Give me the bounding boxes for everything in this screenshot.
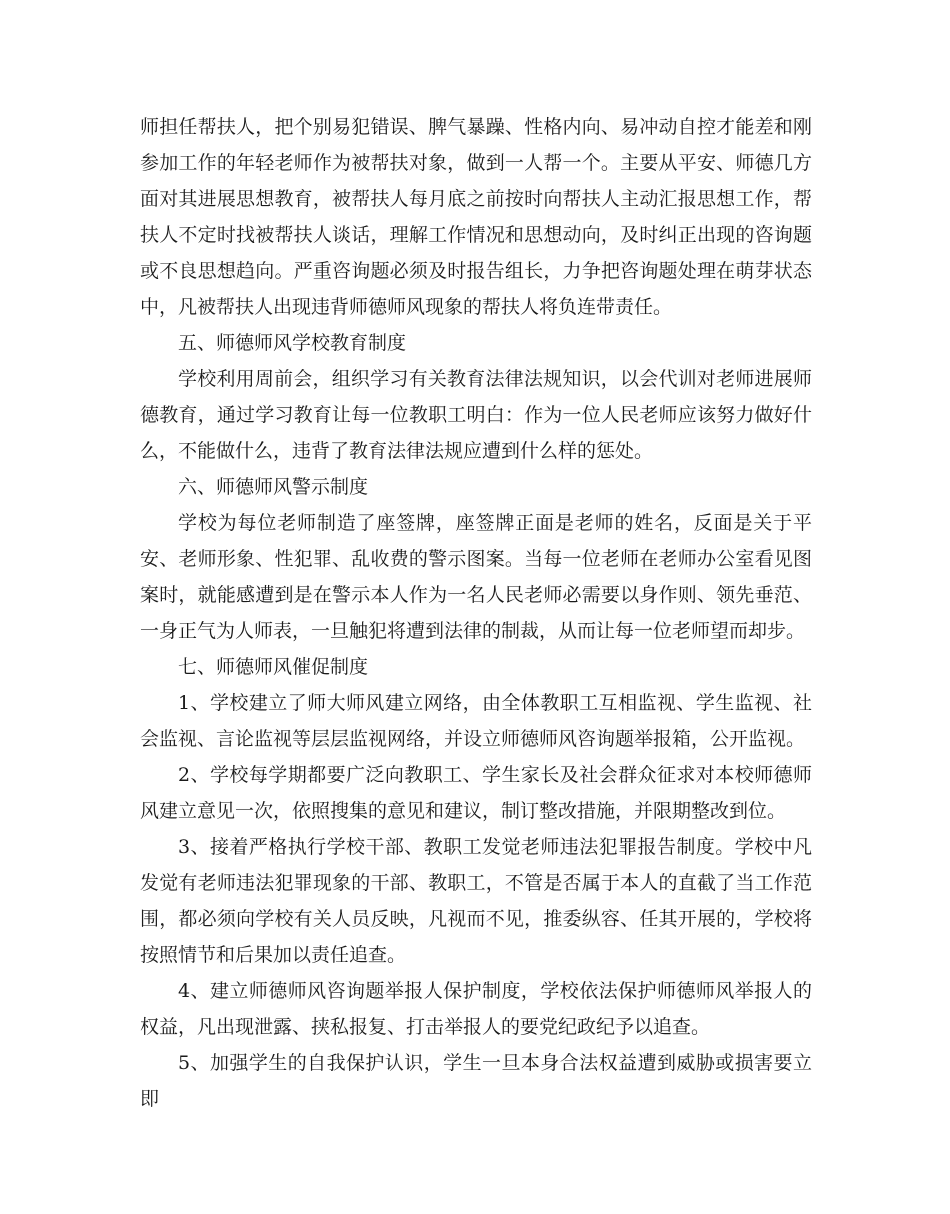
section-heading-5: 五、师德师风学校教育制度 [178,332,407,354]
list-item-1: 1、学校建立了师大师风建立网络，由全体教职工互相监视、学生监视、社会监视、言论监视等层层监视网络，并设立师德师风咨询题举报箱，公开监视。 [140,692,812,750]
paragraph-mentoring-continued: 师担任帮扶人，把个别易犯错误、脾气暴躁、性格内向、易冲动自控才能差和刚参加工作的年轻老师作为被帮扶对象，做到一人帮一个。主要从平安、师德几方面对其进展思想教育，被帮扶人每月底之前按时向帮扶人主动汇报思想工作，帮扶人不定时找被帮扶人谈话，理解工作情况和思想动向，及时纠正出现的咨询题或不良思想趋向。严重咨询题必须及时报告组长，力争把咨询题处理在萌芽状态中，凡被帮扶人出现违背师德师风现象的帮扶人将负连带责任。 [140,116,812,318]
paragraph-warning-system: 学校为每位老师制造了座签牌，座签牌正面是老师的姓名，反面是关于平安、老师形象、性犯罪、乱收费的警示图案。当每一位老师在老师办公室看见图案时，就能感遭到是在警示本人作为一名人民老师必需要以身作则、领先垂范、一身正气为人师表，一旦触犯将遭到法律的制裁，从而让每一位老师望而却步。 [140,512,812,642]
section-heading-6: 六、师德师风警示制度 [178,476,369,498]
document-body [140,109,812,1117]
list-item-3: 3、接着严格执行学校干部、教职工发觉老师违法犯罪报告制度。学校中凡发觉有老师违法犯罪现象的干部、教职工，不管是否属于本人的直截了当工作范围，都必须向学校有关人员反映，凡视而不见，推委纵容、任其开展的，学校将按照情节和后果加以责任追查。 [140,836,812,966]
list-item-5: 5、加强学生的自我保护认识，学生一旦本身合法权益遭到威胁或损害要立即 [140,1052,812,1110]
paragraph-education-system: 学校利用周前会，组织学习有关教育法律法规知识，以会代训对老师进展师德教育，通过学习教育让每一位教职工明白：作为一位人民老师应该努力做好什么，不能做什么，违背了教育法律法规应遭到什么样的惩处。 [140,368,812,462]
list-item-2: 2、学校每学期都要广泛向教职工、学生家长及社会群众征求对本校师德师风建立意见一次，依照搜集的意见和建议，制订整改措施，并限期整改到位。 [140,764,812,822]
section-heading-7: 七、师德师风催促制度 [178,656,369,678]
list-item-4: 4、建立师德师风咨询题举报人保护制度，学校依法保护师德师风举报人的权益，凡出现泄露、挟私报复、打击举报人的要党纪政纪予以追查。 [140,980,812,1038]
